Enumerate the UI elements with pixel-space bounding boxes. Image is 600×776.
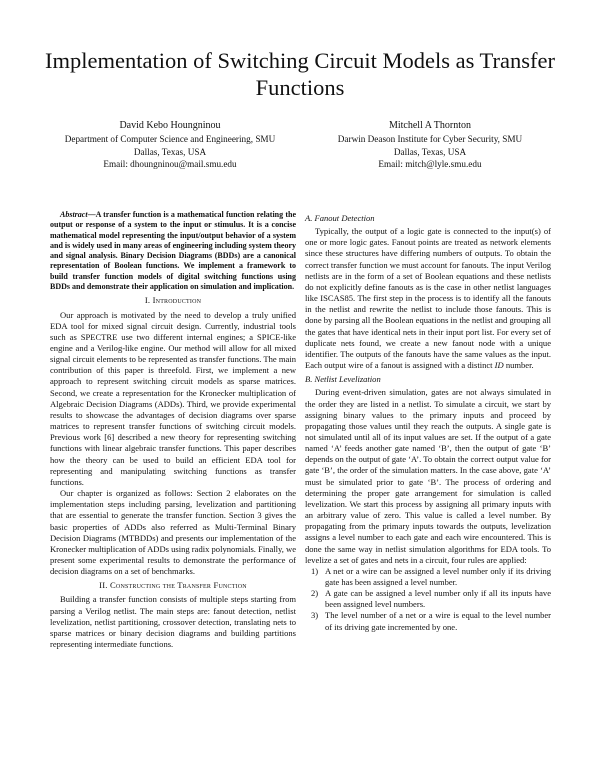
fanout-id-term: ID xyxy=(494,360,504,371)
author-block-2 xyxy=(318,120,542,171)
abstract xyxy=(50,210,296,292)
subsection-heading-fanout: A. Fanout Detection xyxy=(305,213,375,223)
list-item-number: 2) xyxy=(311,588,319,599)
list-item-text: A net or a wire can be assigned a level number only if its driving gate has been assigned a level number. xyxy=(325,565,551,587)
author-block-1 xyxy=(58,120,282,171)
fanout-paragraph-1 xyxy=(305,226,551,371)
author-affiliation: Darwin Deason Institute for Cyber Security, SMU xyxy=(337,134,523,145)
levelization-rules-list xyxy=(305,566,551,633)
fanout-text-end: number. xyxy=(503,360,534,371)
list-item xyxy=(305,588,551,610)
right-column xyxy=(305,210,551,633)
construct-paragraph-1: Building a transfer function consists of multiple steps starting from parsing a Verilog netlist. The main steps are: fanout detection, netlist levelization, netlist partitioning, crossover detection, translating nets to sparse matrices or binary decision diagrams and building partitions representing intermediate functions. xyxy=(50,594,296,650)
list-item-text: The level number of a net or a wire is equal to the level number of its driving gate incremented by one. xyxy=(325,610,551,632)
section-heading-introduction xyxy=(50,295,296,306)
abstract-text: —A transfer function is a mathematical function relating the output or response of a system to the input or stimulus. It is a concise mathematical model representing the input/output behavior of a system and is widely used in many areas of engineering including system theory and signal analysis. Binary Decision Diagrams (BDDs) are a canonical representation of Boolean functions. We implement a framework to build transfer function models of digital switching functions using BDDs and demonstrate their application on simulation and implication. xyxy=(50,210,296,292)
author-name: Mitchell A Thornton xyxy=(388,120,472,131)
section-heading-constructing xyxy=(50,580,296,591)
author-location: Dallas, Texas, USA xyxy=(393,146,467,157)
subsection-heading-levelization: B. Netlist Levelization xyxy=(305,374,381,385)
author-email: Email: mitch@lyle.smu.edu xyxy=(378,159,482,170)
list-item xyxy=(305,610,551,632)
intro-paragraph-1: Our approach is motivated by the need to develop a truly unified EDA tool for mixed signal circuit design. Currently, industrial tools such as SPECTRE use two different internal engines; a SPICE-like engine and a Verilog-like engine. Our method will allow for all mixed signal circuit elements to be represented as transfer functions. The main contribution of this paper is threefold. First, we implement a new approach to represent switching circuit models as sparse matrices. Second, we create a representation for the Kronecker multiplication of Algebraic Decision Diagrams (ADDs). Third, we provide experimental results to showcase the advantages of decision diagrams over sparse matrices to represent transfer functions of switching circuit models. Previous work [6] described a new theory for representing switching functions with linear algebraic transfer functions. This paper describes how the theory can be used to build an efficient EDA tool for representing and manipulating switching functions as transfer functions. xyxy=(50,309,296,487)
author-affiliation: Department of Computer Science and Engineering, SMU xyxy=(64,134,276,145)
list-item-text: A gate can be assigned a level number only if all its inputs have been assigned level numbers. xyxy=(325,588,551,610)
section-number: II. xyxy=(99,580,108,591)
list-item-number: 1) xyxy=(311,565,319,576)
author-location: Dallas, Texas, USA xyxy=(133,146,207,157)
list-item-number: 3) xyxy=(311,610,319,621)
section-title: Introduction xyxy=(152,295,202,306)
left-column xyxy=(50,210,296,650)
section-title: Constructing the Transfer Function xyxy=(109,580,247,591)
list-item xyxy=(305,566,551,588)
intro-paragraph-2: Our chapter is organized as follows: Section 2 elaborates on the implementation steps including parsing, levelization and partitioning that are essential to generate the transfer function. Section 3 gives the basic properties of ADDs also referred as Multi-Terminal Binary Decision Diagrams (MTBDDs) and presents our implementation of the Kronecker multiplication of ADDs using radix polynomials. Finally, we present some experimental results to demonstrate the performance of decision diagrams on a set of benchmarks. xyxy=(50,488,296,577)
author-email: Email: dhoungninou@mail.smu.edu xyxy=(103,159,237,170)
abstract-label: Abstract xyxy=(60,210,88,219)
paper-title: Implementation of Switching Circuit Models as Transfer Functions xyxy=(45,48,555,100)
levelization-paragraph-1: During event-driven simulation, gates are not always simulated in the order they are listed in a netlist. To simulate a circuit, we start by assigning binary values to the primary inputs and proceed by propagating those values until they reach the outputs. A single gate is not simulated until all of its input values are set. If the output of a gate named ‘A’ feeds another gate named ‘B’, then the output of gate ‘B’ depends on the output of gate ‘A’. To obtain the correct output value for gate ‘B’, the order of the simulation matters. In the case above, gate ‘A’ must be simulated prior to gate ‘B’. The process of ordering and determining the proper gate arrangement for simulation is called levelization. We start this process by assigning all primary inputs with an arbitrary value of zero. This value is called a level number. By propagating from the primary inputs towards the outputs, levelization assigns a level number to each gate and each wire encountered. This is done the same way in netlist simulation algorithms for EDA tools. To levelize a set of gates and nets in a circuit, four rules are applied: xyxy=(305,387,551,565)
fanout-text: Typically, the output of a logic gate is connected to the input(s) of one or more logic gates. Fanout points are treated as network elements since these structures have differing numbers of outputs. To obtain the correct transfer function we must account for fanouts. The input Verilog netlists are in the form of a set of Boolean equations and these netlists do not explicitly define fanouts as is the case in other netlist languages like ISCAS85. The first step in the process is to identify all the fanouts in the netlist and rewrite the netlist to include those fanouts. This is done by parsing all the Boolean equations in the netlist and grouping all the gates that have identical nets in their input port list. For every set of duplicate nets found, we create a new fanout node with a unique identifier. The outputs of the fanouts have the same values as the input. Each output wire of a fanout is assigned with a distinct xyxy=(305,226,551,371)
section-number: I. xyxy=(144,295,151,306)
author-name: David Kebo Houngninou xyxy=(119,120,221,131)
